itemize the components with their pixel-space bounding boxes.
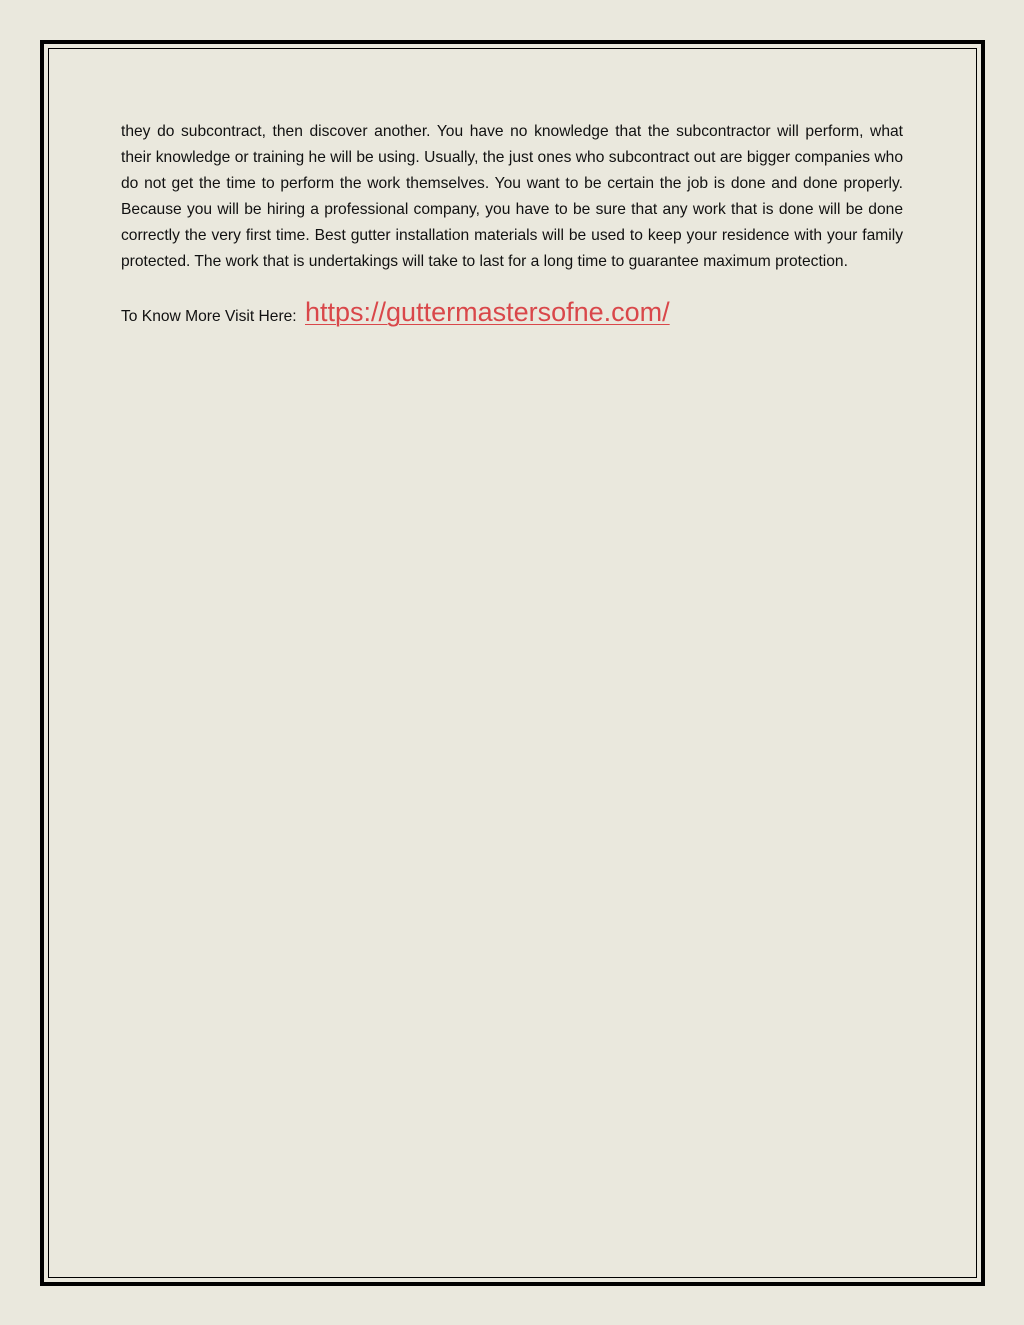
visit-label: To Know More Visit Here: bbox=[121, 308, 297, 326]
website-link[interactable]: https://guttermastersofne.com/ bbox=[305, 297, 670, 328]
body-paragraph: they do subcontract, then discover another. You have no knowledge that the subcontractor will perform, what their knowledge or training he will be using. Usually, the just ones who subcontract out are bigger companies who do not get the time to perform the work themselves. You want to be certain the job is done and done properly. Because you will be hiring a professional company, you have to be sure that any work that is done will be done correctly the very first time. Best gutter installation materials will be used to keep your residence with your family protected. The work that is undertakings will take to last for a long time to guarantee maximum protection. bbox=[121, 123, 903, 270]
visit-line bbox=[121, 295, 903, 334]
document-content bbox=[121, 119, 903, 334]
